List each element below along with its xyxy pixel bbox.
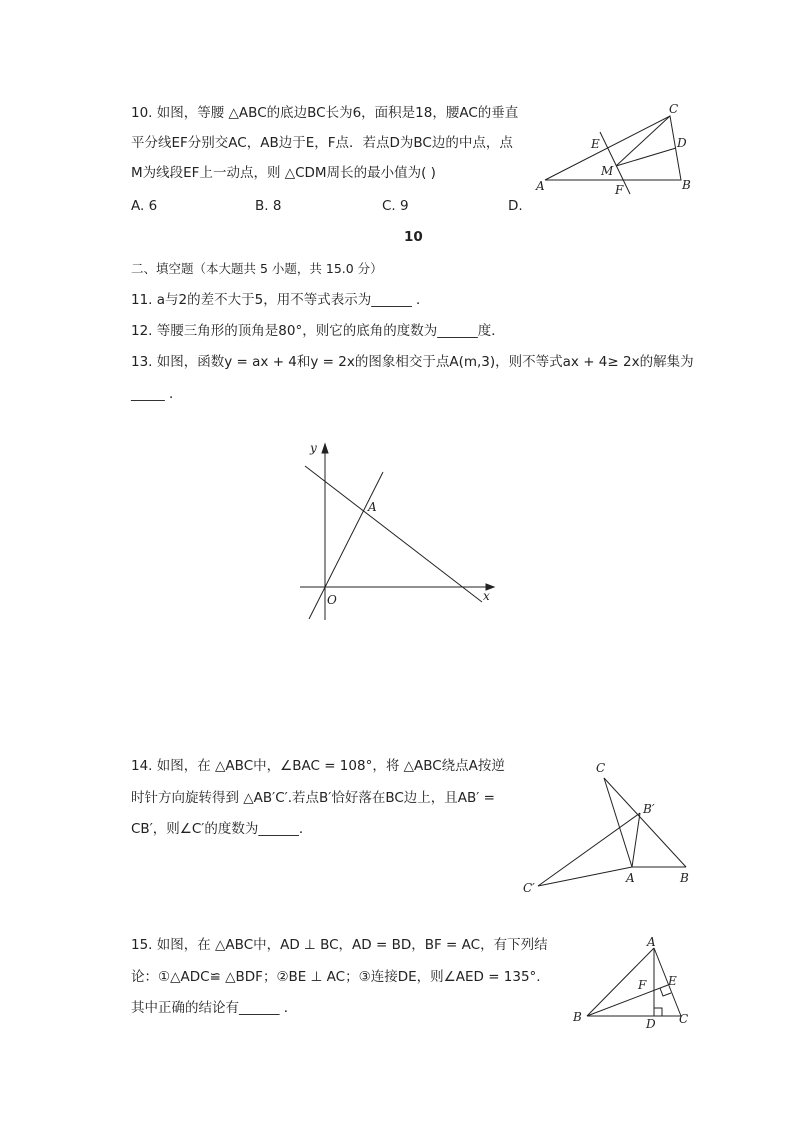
q15-label-d: D [646, 1017, 656, 1031]
q13-label-a: A [368, 500, 377, 514]
q10-label-e: E [591, 137, 600, 151]
q13-line-1: 13. 如图，函数y = ax + 4和y = 2x的图象相交于点A(m,3)，则不等式ax + 4≥ 2x的解集为 [131, 354, 694, 370]
q13-label-x: x [483, 589, 490, 603]
q10-label-b: B [682, 178, 691, 192]
q10-option-d-value: 10 [404, 229, 423, 245]
q15-line-3: 其中正确的结论有______ ． [131, 1000, 298, 1016]
q15-label-f: F [638, 978, 647, 992]
q13-line-2: _____ ． [131, 386, 183, 402]
q10-line-2: 平分线EF分别交AC，AB边于E，F点．若点D为BC边的中点，点 [131, 135, 513, 151]
q10-label-a: A [536, 179, 545, 193]
q10-label-m: M [601, 164, 614, 178]
q10-line-1: 10. 如图，等腰 △ABC的底边BC长为6，面积是18，腰AC的垂直 [131, 105, 519, 121]
q10-label-f: F [615, 183, 624, 197]
q10-option-a: A. 6 [131, 198, 158, 214]
q11-line: 11. a与2的差不大于5，用不等式表示为______ ． [131, 292, 430, 308]
q15-label-a: A [647, 935, 656, 949]
q14-line-2: 时针方向旋转得到 △AB′C′.若点B′恰好落在BC边上，且AB′ = [131, 790, 495, 806]
q10-label-d: D [677, 136, 687, 150]
q13-label-o: O [327, 593, 337, 607]
q14-line-1: 14. 如图，在 △ABC中，∠BAC = 108°，将 △ABC绕点A按逆 [131, 758, 505, 774]
q15-label-c: C [679, 1012, 689, 1026]
section-heading: 二、填空题（本大题共 5 小题，共 15.0 分） [131, 261, 383, 276]
q15-line-2: 论：①△ADC≌ △BDF；②BE ⊥ AC；③连接DE，则∠AED = 135°. [131, 969, 541, 985]
q15-label-e: E [668, 974, 677, 988]
q12-line: 12. 等腰三角形的顶角是80°，则它的底角的度数为______度． [131, 323, 505, 339]
q10-line-3: M为线段EF上一动点，则 △CDM周长的最小值为( ) [131, 165, 436, 181]
q14-label-c-prime: C′ [523, 881, 535, 895]
q14-line-3: CB′，则∠C′的度数为______． [131, 821, 313, 837]
q14-label-b-prime: B′ [643, 802, 655, 816]
q15-line-1: 15. 如图，在 △ABC中，AD ⊥ BC，AD = BD，BF = AC，有下列结 [131, 937, 548, 953]
q14-label-c: C [596, 761, 606, 775]
q15-label-b: B [573, 1010, 582, 1024]
q13-label-y: y [310, 441, 317, 455]
q10-option-d: D. [508, 198, 523, 214]
q10-label-c: C [669, 102, 679, 116]
q14-label-a: A [626, 871, 635, 885]
q10-option-b: B. 8 [255, 198, 282, 214]
q10-option-c: C. 9 [382, 198, 409, 214]
q14-label-b: B [680, 871, 689, 885]
